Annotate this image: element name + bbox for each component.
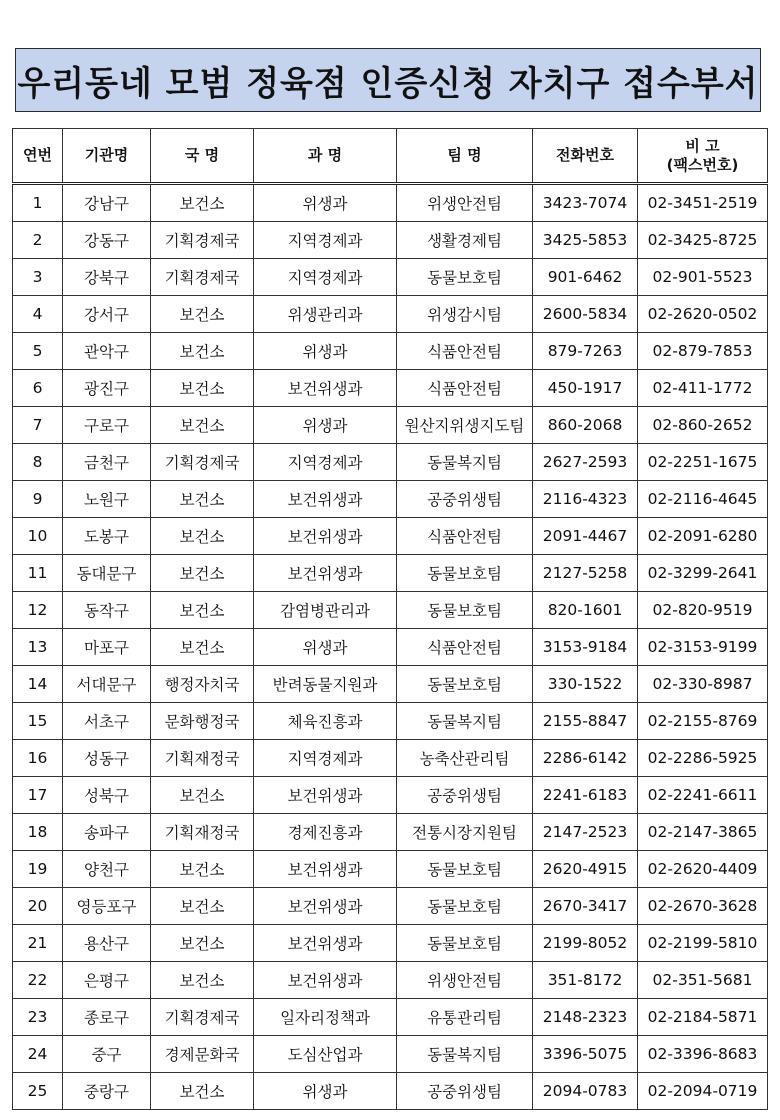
table-row [13, 592, 768, 629]
cell-no: 15 [13, 703, 63, 740]
cell-agency: 동대문구 [63, 555, 151, 592]
table-row [13, 518, 768, 555]
cell-phone: 820-1601 [533, 592, 638, 629]
cell-division: 일자리정책과 [254, 999, 397, 1036]
cell-phone: 2127-5258 [533, 555, 638, 592]
cell-fax: 02-2620-4409 [638, 851, 768, 888]
cell-bureau: 기획경제국 [151, 222, 254, 259]
table-body [13, 184, 768, 1110]
cell-fax: 02-2199-5810 [638, 925, 768, 962]
cell-agency: 강북구 [63, 259, 151, 296]
cell-no: 23 [13, 999, 63, 1036]
cell-fax: 02-411-1772 [638, 370, 768, 407]
cell-division: 보건위생과 [254, 962, 397, 999]
cell-no: 10 [13, 518, 63, 555]
cell-bureau: 보건소 [151, 296, 254, 333]
cell-agency: 금천구 [63, 444, 151, 481]
cell-phone: 2116-4323 [533, 481, 638, 518]
cell-fax: 02-2116-4645 [638, 481, 768, 518]
cell-phone: 3153-9184 [533, 629, 638, 666]
cell-bureau: 기획재정국 [151, 814, 254, 851]
cell-fax: 02-3451-2519 [638, 184, 768, 222]
table-row [13, 555, 768, 592]
cell-fax: 02-860-2652 [638, 407, 768, 444]
cell-agency: 성동구 [63, 740, 151, 777]
cell-no: 9 [13, 481, 63, 518]
header-remarks [638, 129, 768, 184]
cell-fax: 02-3425-8725 [638, 222, 768, 259]
table-row [13, 333, 768, 370]
table-row [13, 370, 768, 407]
cell-fax: 02-3396-8683 [638, 1036, 768, 1073]
cell-phone: 2241-6183 [533, 777, 638, 814]
cell-phone: 351-8172 [533, 962, 638, 999]
table-row [13, 259, 768, 296]
header-remarks-label: 비 고 [685, 136, 720, 155]
cell-agency: 성북구 [63, 777, 151, 814]
cell-team: 공중위생팀 [397, 777, 533, 814]
cell-fax: 02-2184-5871 [638, 999, 768, 1036]
table-row [13, 962, 768, 999]
cell-division: 위생과 [254, 333, 397, 370]
header-team: 팀 명 [397, 129, 533, 184]
cell-team: 동물보호팀 [397, 666, 533, 703]
table-row [13, 184, 768, 222]
cell-fax: 02-2251-1675 [638, 444, 768, 481]
cell-agency: 구로구 [63, 407, 151, 444]
cell-no: 20 [13, 888, 63, 925]
cell-team: 식품안전팀 [397, 370, 533, 407]
department-table [12, 128, 768, 1110]
cell-division: 지역경제과 [254, 259, 397, 296]
cell-phone: 2155-8847 [533, 703, 638, 740]
cell-team: 위생감시팀 [397, 296, 533, 333]
table-header-row [13, 129, 768, 184]
cell-division: 보건위생과 [254, 518, 397, 555]
cell-bureau: 보건소 [151, 481, 254, 518]
table-row [13, 999, 768, 1036]
cell-bureau: 보건소 [151, 407, 254, 444]
cell-agency: 서초구 [63, 703, 151, 740]
cell-bureau: 기획경제국 [151, 999, 254, 1036]
cell-agency: 용산구 [63, 925, 151, 962]
cell-bureau: 보건소 [151, 518, 254, 555]
table-row [13, 481, 768, 518]
cell-bureau: 보건소 [151, 629, 254, 666]
cell-agency: 강남구 [63, 184, 151, 222]
cell-phone: 3425-5853 [533, 222, 638, 259]
cell-no: 17 [13, 777, 63, 814]
cell-no: 13 [13, 629, 63, 666]
cell-fax: 02-2094-0719 [638, 1073, 768, 1110]
table-row [13, 222, 768, 259]
cell-team: 식품안전팀 [397, 518, 533, 555]
cell-no: 5 [13, 333, 63, 370]
cell-phone: 879-7263 [533, 333, 638, 370]
cell-fax: 02-2286-5925 [638, 740, 768, 777]
cell-team: 위생안전팀 [397, 962, 533, 999]
cell-phone: 2627-2593 [533, 444, 638, 481]
table-row [13, 1073, 768, 1110]
table-row [13, 703, 768, 740]
cell-agency: 영등포구 [63, 888, 151, 925]
cell-team: 전통시장지원팀 [397, 814, 533, 851]
cell-no: 4 [13, 296, 63, 333]
header-phone: 전화번호 [533, 129, 638, 184]
cell-bureau: 보건소 [151, 184, 254, 222]
cell-no: 21 [13, 925, 63, 962]
cell-agency: 동작구 [63, 592, 151, 629]
cell-division: 보건위생과 [254, 851, 397, 888]
cell-fax: 02-879-7853 [638, 333, 768, 370]
cell-agency: 양천구 [63, 851, 151, 888]
header-division: 과 명 [254, 129, 397, 184]
cell-agency: 노원구 [63, 481, 151, 518]
cell-fax: 02-3153-9199 [638, 629, 768, 666]
table-row [13, 888, 768, 925]
cell-no: 7 [13, 407, 63, 444]
table-row [13, 777, 768, 814]
cell-team: 동물보호팀 [397, 888, 533, 925]
cell-no: 25 [13, 1073, 63, 1110]
cell-phone: 860-2068 [533, 407, 638, 444]
cell-fax: 02-3299-2641 [638, 555, 768, 592]
cell-team: 위생안전팀 [397, 184, 533, 222]
cell-fax: 02-2241-6611 [638, 777, 768, 814]
cell-division: 보건위생과 [254, 888, 397, 925]
cell-no: 24 [13, 1036, 63, 1073]
header-agency: 기관명 [63, 129, 151, 184]
cell-division: 경제진흥과 [254, 814, 397, 851]
cell-bureau: 보건소 [151, 555, 254, 592]
cell-team: 식품안전팀 [397, 333, 533, 370]
table-row [13, 814, 768, 851]
cell-division: 지역경제과 [254, 740, 397, 777]
cell-division: 체육진흥과 [254, 703, 397, 740]
cell-team: 동물보호팀 [397, 851, 533, 888]
header-bureau: 국 명 [151, 129, 254, 184]
cell-bureau: 경제문화국 [151, 1036, 254, 1073]
cell-no: 3 [13, 259, 63, 296]
cell-phone: 901-6462 [533, 259, 638, 296]
cell-fax: 02-2670-3628 [638, 888, 768, 925]
cell-division: 도심산업과 [254, 1036, 397, 1073]
cell-team: 공중위생팀 [397, 1073, 533, 1110]
cell-team: 식품안전팀 [397, 629, 533, 666]
cell-division: 위생과 [254, 407, 397, 444]
table-row [13, 851, 768, 888]
table-row [13, 740, 768, 777]
cell-no: 11 [13, 555, 63, 592]
cell-agency: 강서구 [63, 296, 151, 333]
cell-team: 동물보호팀 [397, 592, 533, 629]
cell-division: 보건위생과 [254, 481, 397, 518]
cell-bureau: 기획경제국 [151, 444, 254, 481]
cell-team: 원산지위생지도팀 [397, 407, 533, 444]
cell-phone: 2286-6142 [533, 740, 638, 777]
cell-no: 18 [13, 814, 63, 851]
cell-team: 동물복지팀 [397, 703, 533, 740]
cell-phone: 2148-2323 [533, 999, 638, 1036]
table-row [13, 1036, 768, 1073]
cell-phone: 2147-2523 [533, 814, 638, 851]
cell-fax: 02-2091-6280 [638, 518, 768, 555]
cell-bureau: 기획재정국 [151, 740, 254, 777]
cell-team: 동물복지팀 [397, 444, 533, 481]
cell-division: 보건위생과 [254, 777, 397, 814]
cell-bureau: 보건소 [151, 888, 254, 925]
cell-team: 동물보호팀 [397, 925, 533, 962]
cell-phone: 2600-5834 [533, 296, 638, 333]
cell-fax: 02-2155-8769 [638, 703, 768, 740]
cell-fax: 02-2147-3865 [638, 814, 768, 851]
cell-division: 위생과 [254, 629, 397, 666]
cell-agency: 관악구 [63, 333, 151, 370]
cell-phone: 450-1917 [533, 370, 638, 407]
table-row [13, 925, 768, 962]
cell-agency: 강동구 [63, 222, 151, 259]
cell-phone: 3396-5075 [533, 1036, 638, 1073]
header-no: 연번 [13, 129, 63, 184]
cell-no: 14 [13, 666, 63, 703]
cell-division: 위생관리과 [254, 296, 397, 333]
cell-team: 공중위생팀 [397, 481, 533, 518]
cell-bureau: 행정자치국 [151, 666, 254, 703]
table-row [13, 666, 768, 703]
cell-division: 지역경제과 [254, 444, 397, 481]
cell-no: 8 [13, 444, 63, 481]
cell-no: 1 [13, 184, 63, 222]
table-row [13, 296, 768, 333]
cell-division: 위생과 [254, 184, 397, 222]
cell-no: 22 [13, 962, 63, 999]
cell-agency: 은평구 [63, 962, 151, 999]
cell-bureau: 보건소 [151, 592, 254, 629]
cell-bureau: 보건소 [151, 333, 254, 370]
cell-phone: 2094-0783 [533, 1073, 638, 1110]
cell-no: 6 [13, 370, 63, 407]
cell-phone: 2670-3417 [533, 888, 638, 925]
header-remarks-fax: (팩스번호) [666, 155, 739, 174]
cell-no: 12 [13, 592, 63, 629]
cell-team: 동물보호팀 [397, 259, 533, 296]
cell-agency: 종로구 [63, 999, 151, 1036]
table-row [13, 444, 768, 481]
cell-agency: 송파구 [63, 814, 151, 851]
cell-phone: 2620-4915 [533, 851, 638, 888]
cell-phone: 3423-7074 [533, 184, 638, 222]
cell-agency: 중구 [63, 1036, 151, 1073]
cell-division: 보건위생과 [254, 370, 397, 407]
cell-division: 지역경제과 [254, 222, 397, 259]
cell-team: 유통관리팀 [397, 999, 533, 1036]
cell-bureau: 보건소 [151, 851, 254, 888]
cell-fax: 02-2620-0502 [638, 296, 768, 333]
cell-fax: 02-330-8987 [638, 666, 768, 703]
cell-division: 보건위생과 [254, 925, 397, 962]
cell-fax: 02-820-9519 [638, 592, 768, 629]
cell-bureau: 보건소 [151, 925, 254, 962]
cell-agency: 광진구 [63, 370, 151, 407]
cell-division: 위생과 [254, 1073, 397, 1110]
cell-agency: 서대문구 [63, 666, 151, 703]
cell-team: 생활경제팀 [397, 222, 533, 259]
cell-phone: 330-1522 [533, 666, 638, 703]
document-title-box [15, 48, 761, 112]
cell-bureau: 기획경제국 [151, 259, 254, 296]
cell-team: 농축산관리팀 [397, 740, 533, 777]
cell-bureau: 보건소 [151, 962, 254, 999]
cell-bureau: 보건소 [151, 370, 254, 407]
cell-division: 반려동물지원과 [254, 666, 397, 703]
cell-phone: 2199-8052 [533, 925, 638, 962]
cell-team: 동물복지팀 [397, 1036, 533, 1073]
document-title: 우리동네 모범 정육점 인증신청 자치구 접수부서 [17, 63, 759, 104]
cell-no: 19 [13, 851, 63, 888]
cell-no: 2 [13, 222, 63, 259]
cell-team: 동물보호팀 [397, 555, 533, 592]
cell-agency: 도봉구 [63, 518, 151, 555]
cell-division: 감염병관리과 [254, 592, 397, 629]
cell-agency: 마포구 [63, 629, 151, 666]
cell-division: 보건위생과 [254, 555, 397, 592]
cell-phone: 2091-4467 [533, 518, 638, 555]
cell-agency: 중랑구 [63, 1073, 151, 1110]
cell-bureau: 문화행정국 [151, 703, 254, 740]
cell-bureau: 보건소 [151, 1073, 254, 1110]
table-row [13, 629, 768, 666]
cell-bureau: 보건소 [151, 777, 254, 814]
table-row [13, 407, 768, 444]
cell-fax: 02-351-5681 [638, 962, 768, 999]
cell-no: 16 [13, 740, 63, 777]
cell-fax: 02-901-5523 [638, 259, 768, 296]
